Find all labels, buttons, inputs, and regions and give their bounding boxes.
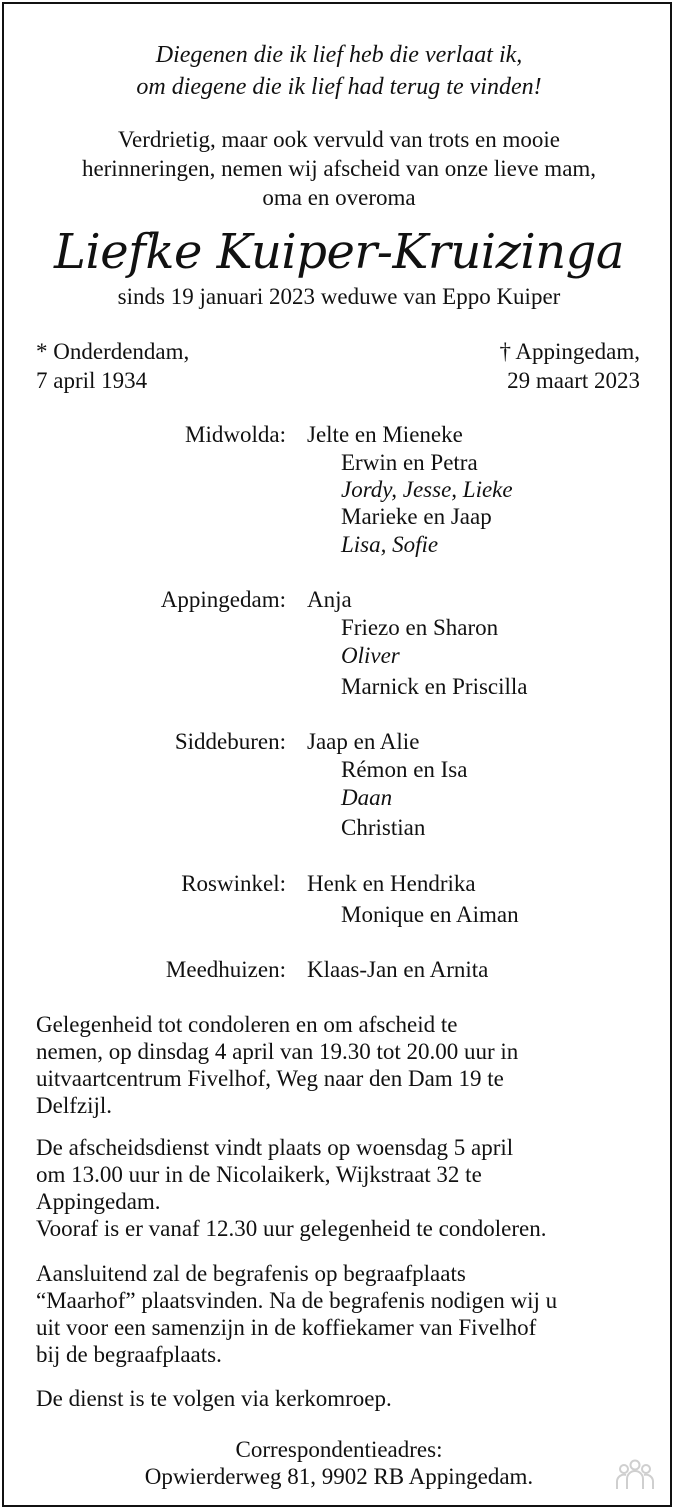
family-head: Jelte en Mieneke [307,422,463,447]
burial-paragraph [36,1260,636,1368]
family-member: Erwin en Petra [341,450,478,475]
family-member: Lisa, Sofie [341,532,439,557]
paragraph-line: De dienst is te volgen via kerkomroep. [36,1386,392,1411]
paragraph-line: Appingedam. [36,1189,161,1214]
family-head: Jaap en Alie [307,729,420,754]
intro [4,125,674,212]
paragraph-line: nemen, op dinsdag 4 april van 19.30 tot 20.00 uur in [36,1039,519,1064]
motto-line: om diegene die ik lief had terug te vinden! [136,74,542,100]
correspondence-label: Correspondentieadres: [235,1437,443,1462]
family-member: Marieke en Jaap [341,504,492,529]
motto [4,39,674,103]
broadcast-paragraph [36,1385,636,1412]
family-place: Roswinkel: [181,871,286,896]
correspondence-address: Opwierderweg 81, 9902 RB Appingedam. [144,1464,534,1489]
family-member: Christian [341,815,426,840]
paragraph-line: Gelegenheid tot condoleren en om afscheid te [36,1012,458,1037]
paragraph-line: De afscheidsdienst vindt plaats op woensdag 5 april [36,1135,514,1160]
motto-line: Diegenen die ik lief heb die verlaat ik, [155,42,523,68]
paragraph-line: Delfzijl. [36,1093,112,1118]
deceased-name: Liefke Kuiper-Kruizinga [54,224,624,280]
people-group-icon [614,1457,656,1491]
family-member: Marnick en Priscilla [341,674,528,699]
birth-place: * Onderdendam, [36,339,190,364]
paragraph-line: Vooraf is er vanaf 12.30 uur gelegenheid te condoleren. [36,1216,547,1241]
service-paragraph [36,1134,636,1242]
family-place: Midwolda: [185,422,286,447]
family-place: Meedhuizen: [165,957,286,982]
death-place: † Appingedam, [499,339,640,364]
family-member: Rémon en Isa [341,757,468,782]
death-date: 29 maart 2023 [507,368,640,393]
paragraph-line: om 13.00 uur in de Nicolaikerk, Wijkstraat 32 te [36,1162,482,1187]
intro-line: oma en overoma [262,185,416,210]
family-member: Friezo en Sharon [341,615,499,640]
intro-line: herinneringen, nemen wij afscheid van onze lieve mam, [81,156,597,181]
family-place: Siddeburen: [174,729,286,754]
family-head: Henk en Hendrika [307,871,476,896]
paragraph-line: uitvaartcentrum Fivelhof, Weg naar den Dam 19 te [36,1066,504,1091]
family-member: Daan [341,785,393,810]
condolence-paragraph [36,1011,636,1119]
obituary-card [2,2,672,1507]
family-head: Klaas-Jan en Arnita [307,957,489,982]
birth-date: 7 april 1934 [36,368,148,393]
family-member: Monique en Aiman [341,902,519,927]
paragraph-line: uit voor een samenzijn in de koffiekamer van Fivelhof [36,1315,537,1340]
widow-line: sinds 19 januari 2023 weduwe van Eppo Kuiper [117,284,561,309]
family-member: Jordy, Jesse, Lieke [341,477,513,502]
family-place: Appingedam: [160,587,286,612]
paragraph-line: “Maarhof” plaatsvinden. Na de begrafenis nodigen wij u [36,1288,558,1313]
paragraph-line: bij de begraafplaats. [36,1342,222,1367]
family-member: Oliver [341,643,400,668]
intro-line: Verdrietig, maar ook vervuld van trots en mooie [118,127,560,152]
family-head: Anja [307,587,352,612]
paragraph-line: Aansluitend zal de begrafenis op begraafplaats [36,1261,466,1286]
